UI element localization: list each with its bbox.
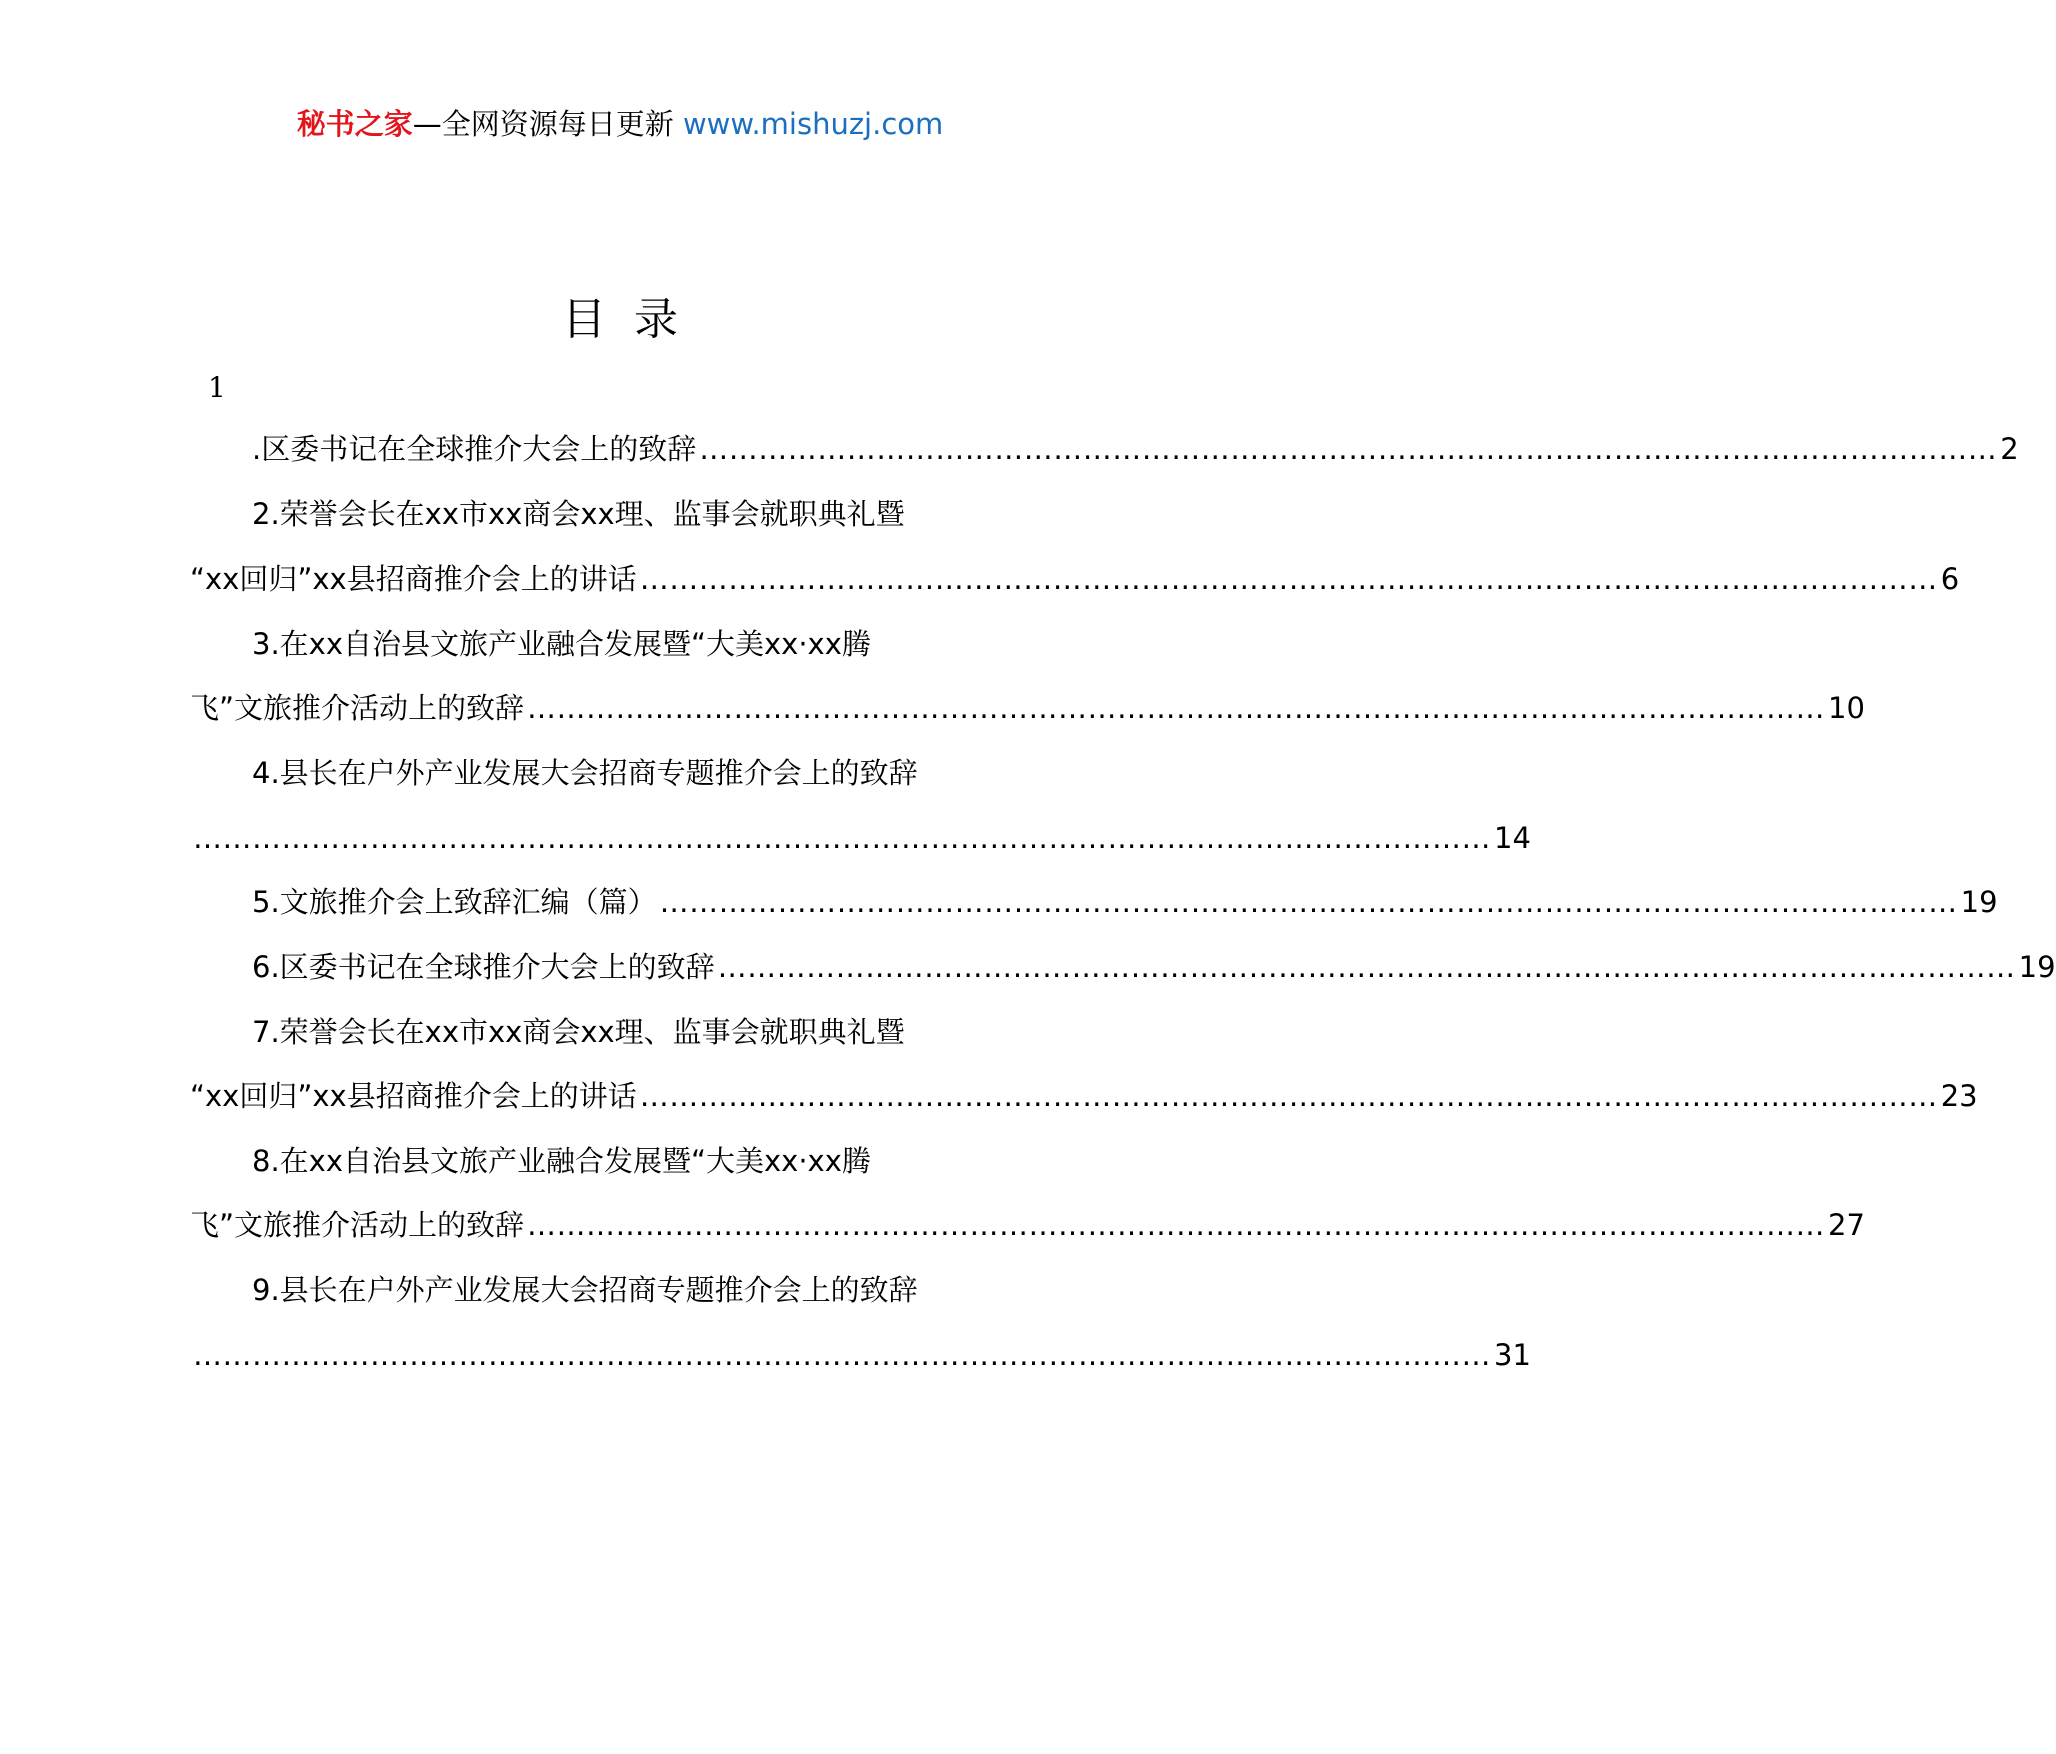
- site-url-link[interactable]: www.mishuzj.com: [682, 107, 944, 141]
- toc-entry-title: 5.文旅推介会上致辞汇编（篇）: [252, 885, 657, 919]
- toc-leader-dots: ……………………………………………………………………………………………………………………: [527, 1208, 1826, 1242]
- toc-leader-dots: ……………………………………………………………………………………………………………………: [639, 1079, 1938, 1113]
- toc-entry-page: 19: [1960, 885, 1998, 919]
- header-tagline: —全网资源每日更新: [412, 107, 674, 141]
- toc-entry-title: “xx回归”xx县招商推介会上的讲话: [190, 562, 637, 596]
- toc-entry-8-line1[interactable]: 8.在xx自治县文旅产业融合发展暨“大美xx·xx腾: [252, 1144, 871, 1178]
- toc-leader-dots: ……………………………………………………………………………………………………………………: [717, 950, 2016, 984]
- toc-entry-2-line1[interactable]: 2.荣誉会长在xx市xx商会xx理、监事会就职典礼暨: [252, 497, 905, 531]
- toc-entry-title: “xx回归”xx县招商推介会上的讲话: [190, 1079, 637, 1113]
- brand-name: 秘书之家: [296, 107, 413, 141]
- toc-entry-page: 19: [2018, 950, 2056, 984]
- toc-entry-page: 23: [1940, 1079, 1978, 1113]
- toc-leader-dots: ……………………………………………………………………………………………………………………: [659, 885, 1958, 919]
- toc-leader-dots: ……………………………………………………………………………………………………………………: [639, 562, 1938, 596]
- toc-entry-3-line1[interactable]: 3.在xx自治县文旅产业融合发展暨“大美xx·xx腾: [252, 627, 871, 661]
- toc-entry-4[interactable]: [190, 816, 1531, 860]
- toc-entry-4-line1[interactable]: 4.县长在户外产业发展大会招商专题推介会上的致辞: [252, 756, 918, 790]
- toc-entry-2[interactable]: [190, 557, 1960, 601]
- toc-entry-page: 31: [1494, 1338, 1531, 1372]
- toc-entry-7[interactable]: [190, 1074, 1978, 1118]
- toc-entry-page: 2: [2000, 432, 2019, 466]
- toc-entry-5[interactable]: [252, 880, 1998, 924]
- toc-entry-page: 6: [1940, 562, 1960, 596]
- toc-entry-title: 飞”文旅推介活动上的致辞: [190, 1208, 525, 1242]
- toc-entry-6[interactable]: [252, 945, 2056, 989]
- toc-leader-dots: ……………………………………………………………………………………………………………………: [527, 691, 1826, 725]
- toc-entry-title: 飞”文旅推介活动上的致辞: [190, 691, 525, 725]
- site-header: [0, 104, 1240, 144]
- toc-entry-title: 6.区委书记在全球推介大会上的致辞: [252, 950, 715, 984]
- toc-entry-7-line1[interactable]: 7.荣誉会长在xx市xx商会xx理、监事会就职典礼暨: [252, 1015, 905, 1049]
- toc-entry-8[interactable]: [190, 1203, 1865, 1247]
- toc-title: 目录: [562, 294, 706, 345]
- toc-leader-dots: ……………………………………………………………………………………………………………………: [193, 1338, 1491, 1372]
- toc-entry-page: 14: [1494, 821, 1531, 855]
- toc-entry-9-line1[interactable]: 9.县长在户外产业发展大会招商专题推介会上的致辞: [252, 1273, 918, 1307]
- toc-entry-1[interactable]: [252, 427, 2019, 471]
- toc-leader-dots: ……………………………………………………………………………………………………………………: [699, 432, 1998, 466]
- toc-first-number: 1: [208, 371, 226, 404]
- toc-entry-3[interactable]: [190, 686, 1865, 730]
- toc-entry-title: .区委书记在全球推介大会上的致辞: [252, 432, 697, 466]
- toc-leader-dots: ……………………………………………………………………………………………………………………: [193, 821, 1491, 855]
- toc-entry-page: 10: [1828, 691, 1865, 725]
- toc-entry-page: 27: [1828, 1208, 1865, 1242]
- toc-entry-9[interactable]: [190, 1333, 1531, 1377]
